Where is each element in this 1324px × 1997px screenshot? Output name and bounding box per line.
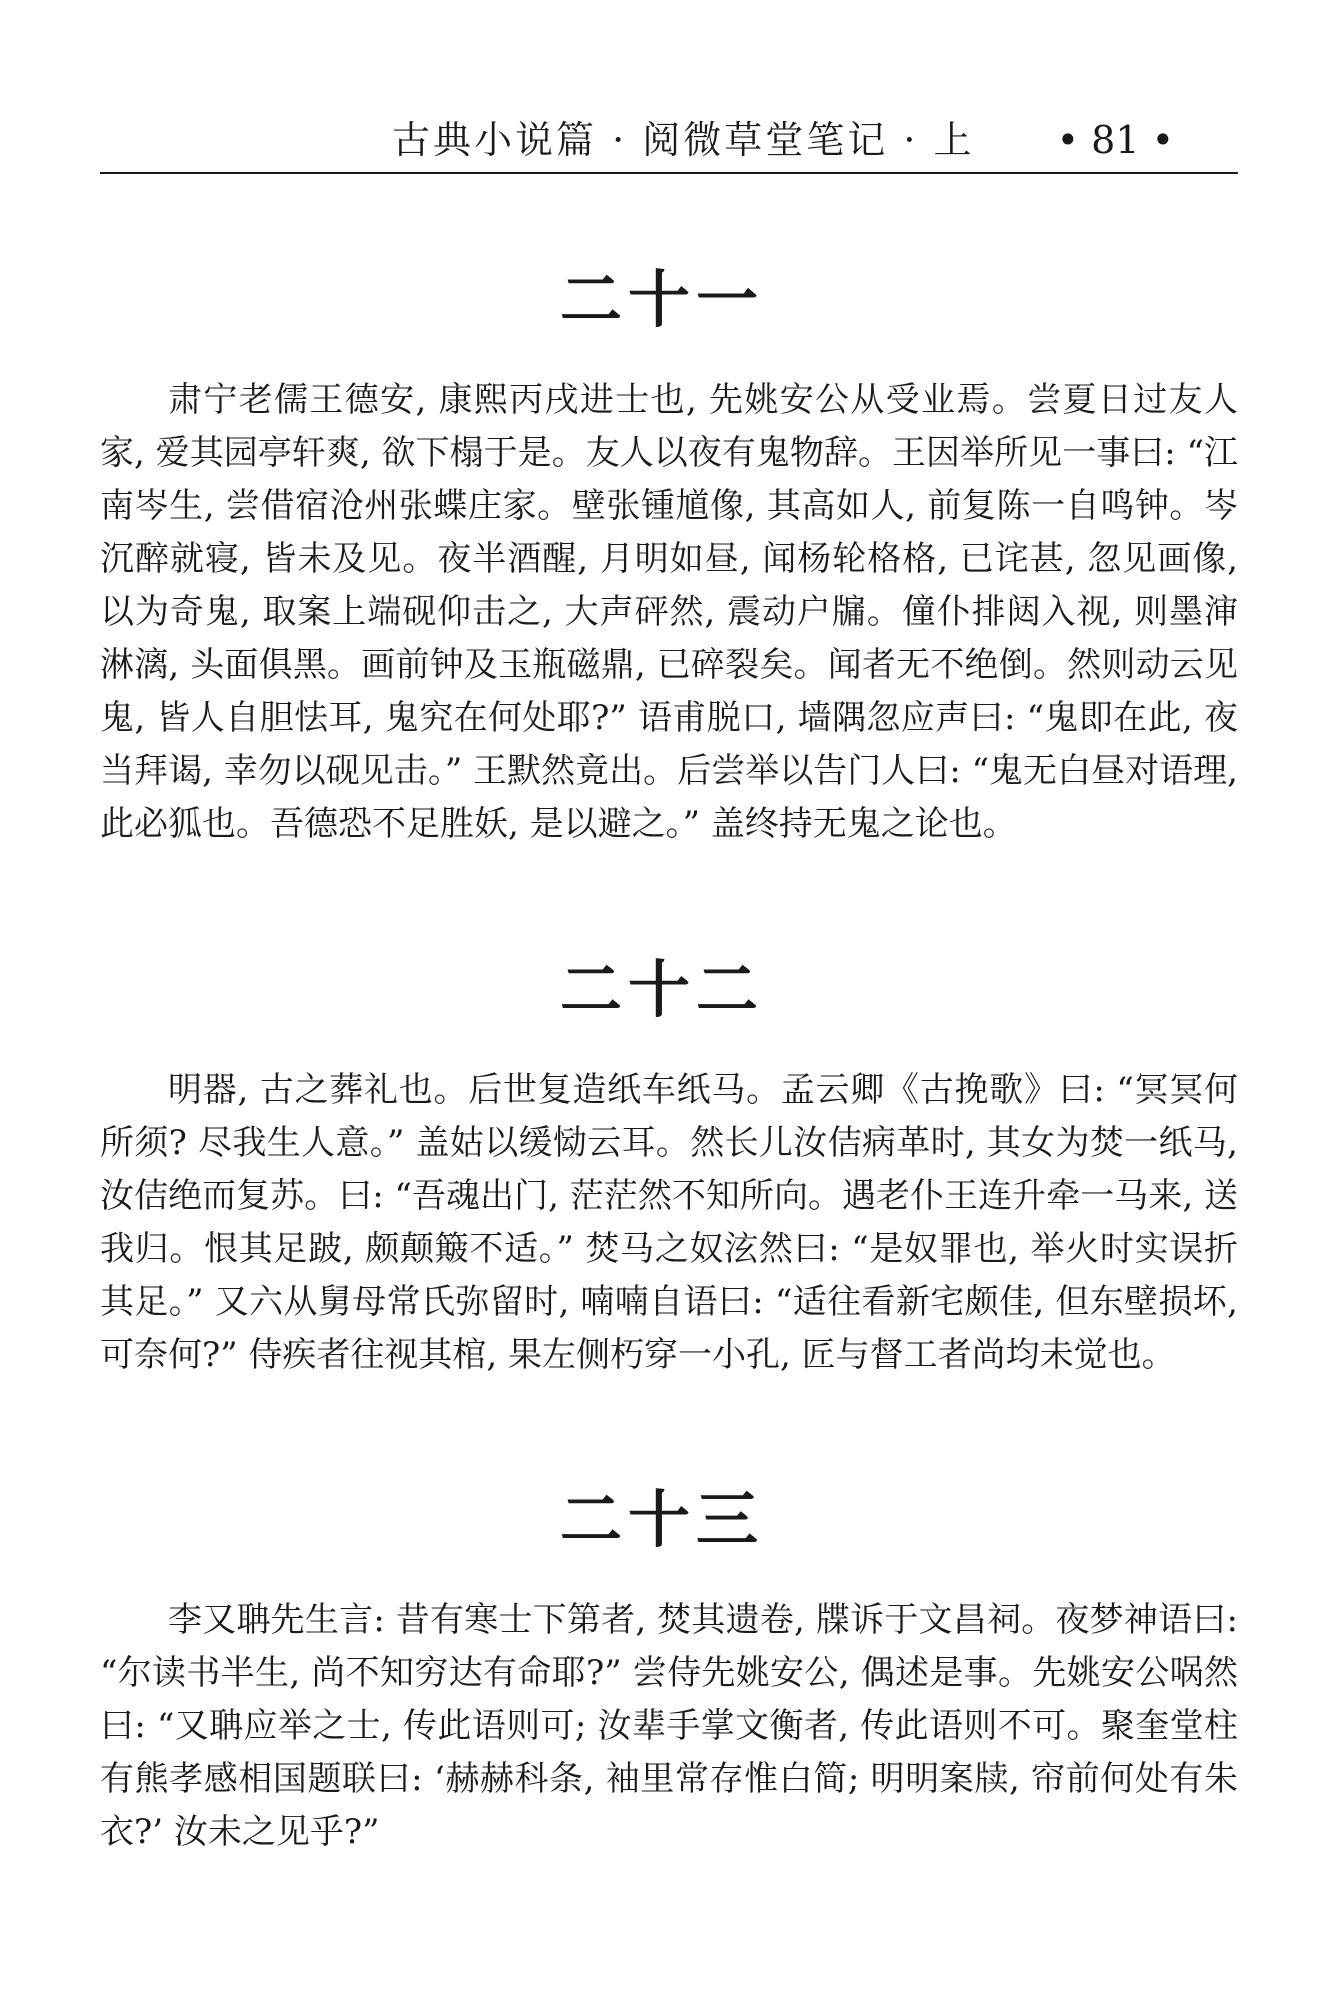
section-body: 明器, 古之葬礼也。后世复造纸车纸马。孟云卿《古挽歌》曰: “冥冥何所须? 尽我生人意。” 盖姑以缓恸云耳。然长儿汝佶病革时, 其女为焚一纸马, 汝佶绝而复苏。曰: “吾魂出门, 茫茫然不知所向。遇老仆王连升牵一马来, 送我归。恨其足跛, 颇颠簸不适。” 焚马之奴泫然曰: “是奴罪也, 举火时实误折其足。” 又六从舅母常氏弥留时, 喃喃自语曰: “适往看新宅颇佳, 但东壁损坏, 可奈何?” 侍疾者往视其棺, 果左侧朽穿一小孔, 匠与督工者尚均未觉也。	[100, 1070, 1238, 1375]
section-body: 肃宁老儒王德安, 康熙丙戌进士也, 先姚安公从受业焉。尝夏日过友人家, 爱其园亭轩爽, 欲下榻于是。友人以夜有鬼物辞。王因举所见一事曰: “江南岑生, 尝借宿沧州张蝶庄家。壁张锺馗像, 其高如人, 前复陈一自鸣钟。岑沉醉就寝, 皆未及见。夜半酒醒, 月明如昼, 闻杨轮格格, 已诧甚, 忽见画像, 以为奇鬼, 取案上端砚仰击之, 大声砰然, 震动户牖。僮仆排闼入视, 则墨渖淋漓, 头面俱黑。画前钟及玉瓶磁鼎, 已碎裂矣。闻者无不绝倒。然则动云见鬼, 皆人自胆怯耳, 鬼究在何处耶?” 语甫脱口, 墙隅忽应声曰: “鬼即在此, 夜当拜谒, 幸勿以砚见击。” 王默然竟出。后尝举以告门人曰: “鬼无白昼对语理, 此必狐也。吾德恐不足胜妖, 是以避之。” 盖终持无鬼之论也。	[100, 380, 1238, 844]
section-heading: 二十二	[559, 953, 764, 1026]
header-rule	[100, 172, 1238, 174]
section-heading: 二十三	[559, 1483, 764, 1556]
section-heading: 二十一	[559, 263, 764, 336]
page-number: • 81 •	[1056, 118, 1174, 162]
section-body: 李又聃先生言: 昔有寒士下第者, 焚其遗卷, 牒诉于文昌祠。夜梦神语曰: “尔读书半生, 尚不知穷达有命耶?” 尝侍先姚安公, 偶述是事。先姚安公㖞然曰: “又聃应举之士, 传此语则可; 汝辈手掌文衡者, 传此语则不可。聚奎堂柱有熊孝感相国题联曰: ‘赫赫科条, 袖里常存惟白简; 明明案牍, 帘前何处有朱衣?’ 汝未之见乎?”	[100, 1600, 1238, 1852]
running-title: 古典小说篇 · 阅微草堂笔记 · 上	[392, 118, 975, 162]
running-header	[100, 112, 1238, 168]
